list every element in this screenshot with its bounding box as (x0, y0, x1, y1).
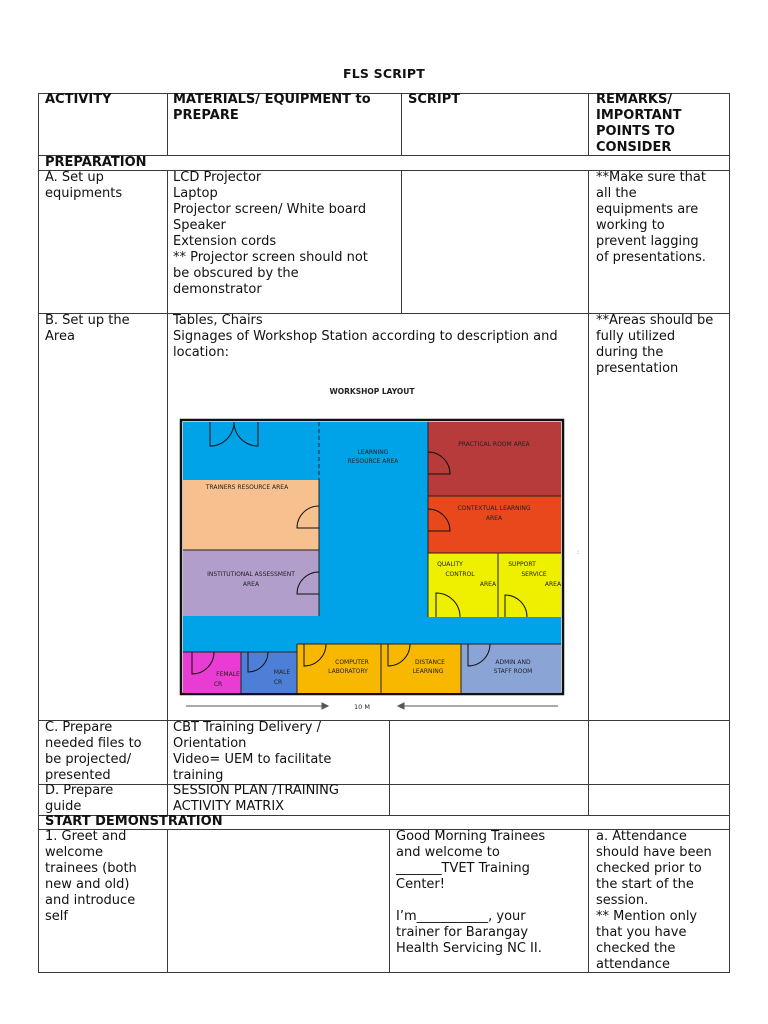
row-b-materials: Tables, Chairs Signages of Workshop Station according to description and location: (173, 313, 558, 360)
section-start-demonstration: START DEMONSTRATION (45, 814, 223, 829)
header-remarks: REMARKS/ IMPORTANT POINTS TO CONSIDER (596, 92, 682, 155)
row-a-materials: LCD Projector Laptop Projector screen/ White board Speaker Extension cords ** Projector screen should not be obscured by the demonstrator (173, 170, 368, 297)
dimension-label: 10 M (354, 703, 370, 711)
row-1-activity: 1. Greet and welcome trainees (both new and old) and introduce self (45, 829, 137, 924)
svg-text:TRAINERS RESOURCE AREA: TRAINERS RESOURCE AREA (205, 484, 289, 491)
header-activity: ACTIVITY (45, 92, 112, 107)
header-script: SCRIPT (408, 92, 461, 107)
row-1-script: Good Morning Trainees and welcome to _______TVET Training Center! I’m___________, your trainer for Barangay Health Servicing NC II. (396, 829, 546, 956)
row-a-remarks: **Make sure that all the equipments are working to prevent lagging of presentations. (596, 170, 706, 265)
svg-text:QUALITYCONTROLAREA: QUALITY CONTROLAREA (437, 561, 497, 588)
svg-text:CONTEXTUAL LEARNINGAREA: CONTEXTUAL LEARNING AREA (457, 505, 531, 522)
svg-text:PRACTICAL ROOM AREA: PRACTICAL ROOM AREA (458, 441, 530, 448)
svg-text:DISTANCELEARNING: DISTANCE LEARNING (412, 659, 445, 675)
document-title: FLS SCRIPT (343, 66, 425, 81)
section-preparation: PREPARATION (45, 155, 147, 170)
practical-room (428, 422, 561, 496)
row-d-materials: SESSION PLAN /TRAINING ACTIVITY MATRIX (173, 783, 339, 814)
dimension-arrow (186, 703, 558, 709)
row-b-activity: B. Set up the Area (45, 313, 130, 344)
row-a-activity: A. Set up equipments (45, 170, 123, 201)
svg-text:FEMALECR: FEMALE CR (213, 671, 240, 688)
svg-text:MALECR: MALE CR (273, 669, 291, 686)
workshop-layout-figure (172, 376, 580, 722)
row-d-activity: D. Prepare guide (45, 783, 114, 814)
header-materials: MATERIALS/ EQUIPMENT to PREPARE (173, 92, 371, 123)
row-1-remarks: a. Attendance should have been checked prior to the start of the session. ** Mention only that you have checked the attendance (596, 829, 712, 972)
row-b-remarks: **Areas should be fully utilized during the presentation (596, 313, 714, 376)
svg-text:INSTITUTIONAL ASSESSMENTAREA: INSTITUTIONAL ASSESSMENT AREA (207, 571, 295, 588)
figure-margin-mark: : (577, 549, 580, 556)
svg-text:COMPUTERLABORATORY: COMPUTER LABORATORY (328, 659, 369, 675)
svg-text:LEARNINGRESOURCE AREA: LEARNING RESOURCE AREA (347, 449, 399, 465)
layout-title: WORKSHOP LAYOUT (329, 387, 415, 396)
svg-text:SUPPORTSERVICEAREA: SUPPORT SERVICE AREA (508, 561, 562, 588)
row-c-activity: C. Prepare needed files to be projected/ presented (45, 720, 142, 783)
svg-text:ADMIN ANDSTAFF ROOM: ADMIN AND STAFF ROOM (493, 659, 533, 675)
row-c-materials: CBT Training Delivery / Orientation Video= UEM to facilitate training (173, 720, 332, 783)
